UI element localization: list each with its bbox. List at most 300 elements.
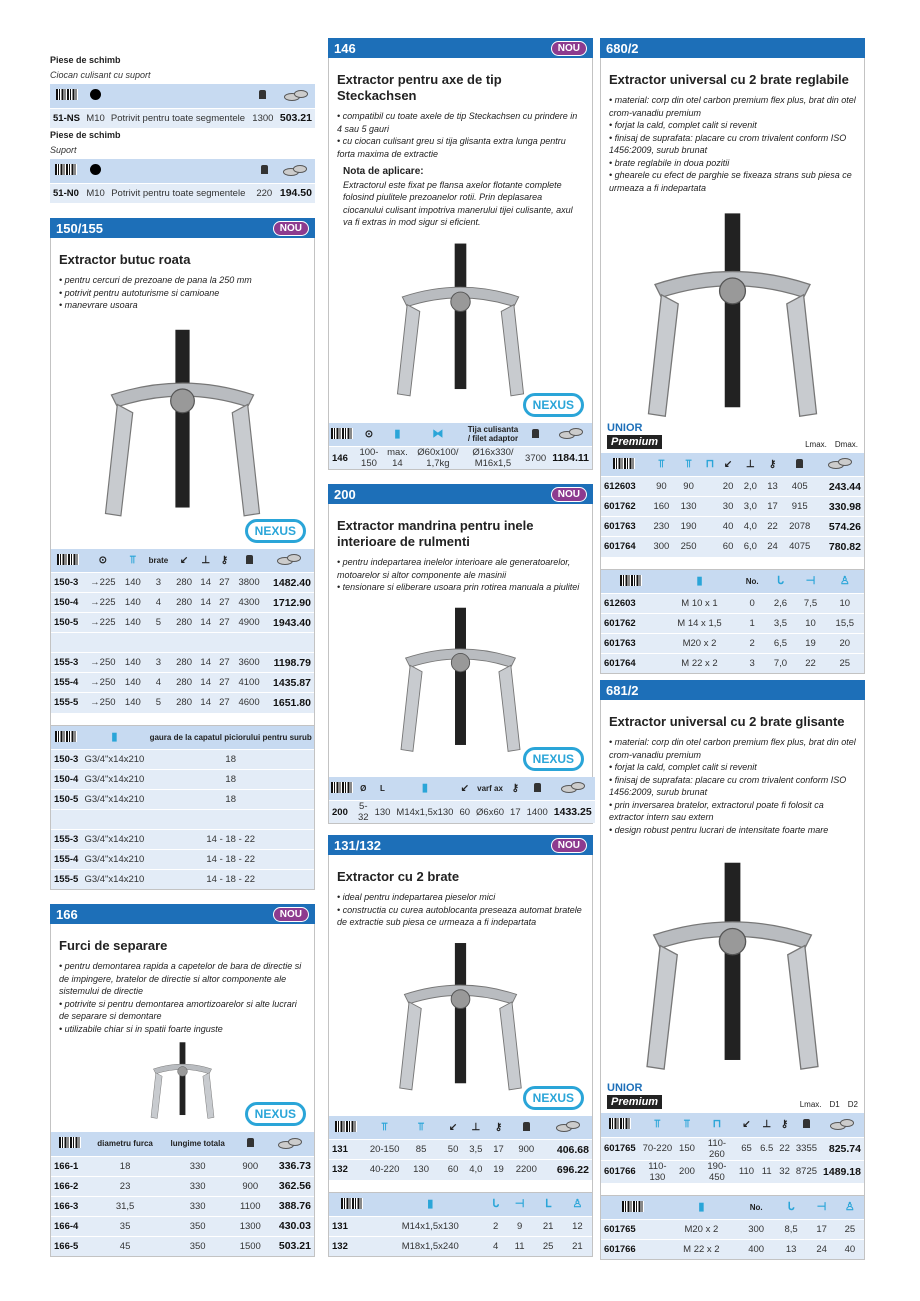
- weight-icon: [246, 555, 253, 564]
- cell-value: 14 - 18 - 22: [147, 869, 314, 889]
- table-row: [329, 801, 595, 824]
- cell-value: 3600: [234, 653, 265, 673]
- cell-value: 3: [145, 653, 172, 673]
- cell-value: 20-150: [362, 1140, 407, 1160]
- cell-value: M20 x 2: [665, 1219, 737, 1239]
- column-header: No.: [738, 1195, 775, 1219]
- cell-value: 110: [736, 1160, 757, 1183]
- cell-value: 60: [443, 1160, 464, 1180]
- table-row: [51, 593, 314, 613]
- cell-value: 330: [162, 1176, 234, 1196]
- cell-value: 5: [145, 693, 172, 713]
- spec-table: [329, 777, 595, 824]
- cell-value: 4: [486, 1236, 506, 1256]
- cell-value: 388.76: [267, 1196, 314, 1216]
- force-icon: ⊥: [201, 554, 211, 566]
- cell-value: →225: [85, 573, 120, 593]
- product-title: Extractor pentru axe de tip Steckachsen: [337, 72, 502, 103]
- article-code: 155-4: [51, 673, 85, 693]
- feature-bullet: • design robust pentru lucrari de intensitate foarte mare: [609, 824, 829, 835]
- column-header: [488, 1116, 509, 1140]
- product-title: Extractor universal cu 2 brate reglabile: [609, 72, 849, 87]
- table-header-row: [50, 84, 315, 108]
- cell-value: 27: [215, 573, 234, 593]
- feature-bullet: • material: corp din otel carbon premium flex plus, brat din otel crom-vanadiu premium: [609, 95, 856, 118]
- cell-value: 330.98: [817, 497, 864, 517]
- cell-value: 4900: [234, 613, 265, 633]
- column-header: varf ax: [473, 777, 507, 801]
- article-code: 612603: [601, 593, 660, 613]
- cell-value: 1433.25: [551, 801, 595, 824]
- cell-value: 350: [162, 1236, 234, 1256]
- cell-value: 3800: [234, 573, 265, 593]
- cell-value: 22: [776, 1137, 793, 1160]
- product-image: [51, 1035, 314, 1132]
- cell-value: 1943.40: [264, 613, 314, 633]
- cell-value: 4300: [234, 593, 265, 613]
- cell-value: 300: [738, 1219, 775, 1239]
- feature-bullet: • utilizabile chiar si in spatii foarte inguste: [59, 1023, 223, 1034]
- cell-value: 140: [121, 693, 146, 713]
- new-badge: NOU: [273, 221, 309, 236]
- cell-value: 243.44: [817, 477, 864, 497]
- feature-bullet: • manevrare usoara: [59, 300, 138, 310]
- cell-value: 14 - 18 - 22: [147, 849, 314, 869]
- cell-value: 8725: [793, 1160, 820, 1183]
- article-code: 51-N0: [50, 183, 83, 203]
- cell-value: M14x1,5x130: [393, 801, 456, 824]
- brand-line: Premium: [607, 435, 662, 449]
- cell-value: 65: [736, 1137, 757, 1160]
- column-header: [81, 725, 147, 749]
- table-header-row: [51, 1132, 314, 1156]
- spec-table: [329, 1192, 592, 1257]
- cell-value: 4100: [234, 673, 265, 693]
- cell-value: 90: [648, 477, 675, 497]
- cell-value: 3355: [793, 1137, 820, 1160]
- cell-value: 2078: [783, 517, 817, 537]
- cell-value: 35: [88, 1216, 161, 1236]
- cell-value: 13: [762, 477, 783, 497]
- article-code: 146: [329, 447, 355, 470]
- article-code: 601764: [601, 537, 648, 557]
- article-code: 155-4: [51, 849, 81, 869]
- price-coins-icon: [283, 165, 307, 175]
- column-header: [234, 549, 265, 573]
- feature-bullet: • pentru cercuri de prezoane de pana la 250 mm: [59, 275, 252, 285]
- cell-value: 17: [488, 1140, 509, 1160]
- column-header: [601, 569, 660, 593]
- wrench-icon: ⚷: [511, 782, 519, 794]
- column-header: [795, 569, 825, 593]
- cell-value: →250: [85, 653, 120, 673]
- wrench-icon: ⚷: [494, 1121, 503, 1133]
- column-header: [793, 1113, 820, 1137]
- column-header: [83, 159, 108, 183]
- column-header: [718, 453, 739, 477]
- cell-value: 140: [121, 573, 146, 593]
- section-body: [600, 700, 865, 1260]
- section-header: [328, 484, 593, 504]
- product-image: [601, 836, 864, 1113]
- column-header: [524, 777, 551, 801]
- column-header: [85, 549, 120, 573]
- table-row: [601, 497, 864, 517]
- barcode-icon: [59, 1137, 81, 1148]
- column-header: [249, 84, 276, 108]
- article-code: 200: [329, 801, 355, 824]
- column-header: [383, 423, 412, 447]
- table-row: [601, 633, 864, 653]
- article-code: 155-3: [51, 829, 81, 849]
- cell-value: 27: [215, 653, 234, 673]
- cell-value: max. 14: [383, 447, 412, 470]
- cell-value: 14: [196, 653, 215, 673]
- table-row: [329, 1236, 592, 1256]
- weight-icon: [261, 165, 268, 174]
- weight-icon: [523, 1122, 530, 1131]
- cell-value: Potrivit pentru toate segmentele: [108, 108, 249, 128]
- section-body: [600, 58, 865, 674]
- column-header: [51, 549, 85, 573]
- cell-value: 27: [215, 593, 234, 613]
- cell-value: 2,0: [738, 477, 762, 497]
- cell-value: 20: [718, 477, 739, 497]
- cell-value: 3700: [522, 447, 549, 470]
- column-header: [534, 1192, 563, 1216]
- cell-value: 190-450: [698, 1160, 736, 1183]
- cell-value: 1489.18: [820, 1160, 864, 1183]
- column-header: [676, 1113, 698, 1137]
- column-header: No.: [739, 569, 765, 593]
- column-header: [738, 453, 762, 477]
- wrench-icon: ⚷: [220, 554, 229, 566]
- cell-value: M 22 x 2: [665, 1239, 737, 1259]
- cell-value: [702, 497, 718, 517]
- brand-name: UNIOR: [607, 1082, 643, 1094]
- cell-value: 25: [534, 1236, 563, 1256]
- feature-bullet: • finisaj de suprafata: placare cu crom trivalent conform ISO 1456:2009, surub brunat: [609, 132, 847, 155]
- price-coins-icon: [284, 90, 308, 100]
- wrench-icon: ⚷: [768, 458, 777, 470]
- cell-value: G3/4"x14x210: [81, 869, 147, 889]
- new-badge: NOU: [551, 487, 587, 502]
- weight-icon: [534, 783, 541, 792]
- new-badge: NOU: [551, 838, 587, 853]
- column-header: [702, 453, 718, 477]
- cell-value: 27: [215, 613, 234, 633]
- cell-value: Ø60x100/ 1,7kg: [412, 447, 464, 470]
- cell-value: 20: [826, 633, 864, 653]
- column-header: [807, 1195, 835, 1219]
- cell-value: M10: [83, 108, 108, 128]
- jaw-b-icon: ⊣: [805, 574, 816, 587]
- column-header: [264, 549, 314, 573]
- table-row: [51, 673, 314, 693]
- cell-value: 430.03: [267, 1216, 314, 1236]
- cell-value: 900: [234, 1156, 267, 1176]
- cell-value: 200: [676, 1160, 698, 1183]
- table-header-row: [51, 549, 314, 573]
- cell-value: 140: [121, 673, 146, 693]
- column-header: [267, 1132, 314, 1156]
- cell-value: 4: [145, 673, 172, 693]
- table-header-row: [329, 1192, 592, 1216]
- article-code: 131: [329, 1216, 375, 1236]
- force-icon: ⊥: [745, 458, 755, 470]
- cell-value: 31,5: [88, 1196, 161, 1216]
- cell-value: G3/4"x14x210: [81, 749, 147, 769]
- cell-value: 130: [407, 1160, 435, 1180]
- cell-value: 900: [234, 1176, 267, 1196]
- cell-value: 27: [215, 693, 234, 713]
- cell-value: →250: [85, 673, 120, 693]
- feature-bullet: • compatibil cu toate axele de tip Steckachsen cu prindere in 4 sau 5 gauri: [337, 111, 578, 134]
- cell-value: 40: [836, 1239, 864, 1259]
- cell-value: 696.22: [544, 1160, 592, 1180]
- cell-value: 150: [676, 1137, 698, 1160]
- section-header: [600, 680, 865, 700]
- column-header: [506, 1192, 534, 1216]
- table-row: [601, 613, 864, 633]
- cell-value: 85: [407, 1140, 435, 1160]
- spindle-icon: ▮: [698, 1200, 705, 1213]
- section-code: 166: [56, 906, 78, 922]
- section-code: 200: [334, 486, 356, 502]
- column-header: [826, 569, 864, 593]
- spec-table: [601, 1113, 864, 1183]
- cell-value: 1100: [234, 1196, 267, 1216]
- spec-table: [50, 84, 315, 128]
- spindle-icon: ▮: [394, 427, 401, 440]
- spindle-icon: ▮: [427, 1197, 434, 1210]
- table-header-row: [329, 423, 592, 447]
- weight-icon: [532, 429, 539, 438]
- force-icon: ⊥: [471, 1121, 481, 1133]
- column-header: [736, 1113, 757, 1137]
- cell-value: 1651.80: [264, 693, 314, 713]
- column-header: [277, 84, 315, 108]
- article-code: 155-5: [51, 693, 85, 713]
- column-header: [172, 549, 197, 573]
- cell-value: 14: [196, 613, 215, 633]
- feature-bullet: • material: corp din otel carbon premium flex plus, brat din otel crom-vanadiu premium: [609, 737, 856, 760]
- article-code: 166-2: [51, 1176, 88, 1196]
- column-header: [549, 423, 592, 447]
- dimension-diagram: [792, 1100, 858, 1109]
- reach-icon: ⫪: [685, 457, 692, 470]
- table-row: [601, 537, 864, 557]
- barcode-icon: [613, 458, 635, 469]
- product-section-131-132: [328, 835, 593, 1257]
- cell-value: 17: [762, 497, 783, 517]
- cell-value: 280: [172, 593, 197, 613]
- weight-icon: [247, 1138, 254, 1147]
- column-header: Tija culisanta / filet adaptor: [464, 423, 522, 447]
- nexus-logo: NEXUS: [523, 747, 584, 771]
- spare-parts-block: [50, 130, 315, 203]
- cell-value: 22: [795, 653, 825, 673]
- table-header-row: [601, 1113, 864, 1137]
- barcode-icon: [331, 428, 353, 439]
- product-image: [329, 594, 592, 777]
- feature-bullet: • tensionare si eliberare usoara prin rotirea manuala a piulitei: [337, 582, 580, 592]
- column-header: [765, 569, 795, 593]
- cell-value: 405: [783, 477, 817, 497]
- table-header-row: [51, 725, 314, 749]
- column-header: [276, 159, 315, 183]
- cell-value: 17: [507, 801, 524, 824]
- section-code: 146: [334, 40, 356, 56]
- cell-value: 130: [675, 497, 702, 517]
- cell-value: 2: [486, 1216, 506, 1236]
- column-header: [215, 549, 234, 573]
- cell-value: 10: [826, 593, 864, 613]
- column-header: [456, 777, 473, 801]
- cell-value: 1482.40: [264, 573, 314, 593]
- column-header: [601, 1195, 665, 1219]
- spare-parts-block: [50, 55, 315, 128]
- barcode-icon: [622, 1201, 644, 1212]
- cell-value: 5: [145, 613, 172, 633]
- new-badge: NOU: [273, 907, 309, 922]
- table-row: [51, 1176, 314, 1196]
- column-header: [329, 1192, 375, 1216]
- cell-value: 18: [147, 749, 314, 769]
- price-coins-icon: [277, 554, 301, 564]
- section-code: 150/155: [56, 220, 103, 236]
- cell-value: 4: [145, 593, 172, 613]
- cell-value: 1435.87: [264, 673, 314, 693]
- section-code: 681/2: [606, 682, 639, 698]
- table-header-row: [329, 1116, 592, 1140]
- column-header: brate: [145, 549, 172, 573]
- column-header: [675, 453, 702, 477]
- feature-bullet: • pentru indepartarea inelelor interioare ale generatoarelor, motoarelor si altor componente ale masinii: [337, 557, 571, 580]
- dot-icon: [90, 164, 101, 175]
- spacer-cell: [51, 633, 314, 653]
- column-header: lungime totala: [162, 1132, 234, 1156]
- product-title: Extractor mandrina pentru inele interioare de rulmenti: [337, 518, 534, 549]
- table-row: [601, 1137, 864, 1160]
- barcode-icon: [620, 575, 642, 586]
- nexus-logo: NEXUS: [523, 393, 584, 417]
- spread-icon: ↙: [723, 458, 733, 470]
- cell-value: 406.68: [544, 1140, 592, 1160]
- column-header: [108, 159, 253, 183]
- cell-value: 140: [121, 613, 146, 633]
- feature-bullet: • finisaj de suprafata: placare cu crom trivalent conform ISO 1456:2009, surub brunat: [609, 774, 847, 797]
- column-header: [665, 1195, 737, 1219]
- cell-value: 15,5: [826, 613, 864, 633]
- column-header: [775, 1195, 808, 1219]
- article-code: 612603: [601, 477, 648, 497]
- dimension-label: Lmax.: [805, 439, 827, 449]
- column-header: [486, 1192, 506, 1216]
- product-section-166: [50, 904, 315, 1257]
- cell-value: 14: [196, 673, 215, 693]
- column-header: [601, 1113, 639, 1137]
- price-coins-icon: [559, 428, 583, 438]
- article-code: 601763: [601, 517, 648, 537]
- column-header: [412, 423, 464, 447]
- article-code: 150-5: [51, 613, 85, 633]
- column-header: [639, 1113, 676, 1137]
- spare-parts-subtitle: Ciocan culisant cu suport: [50, 70, 151, 80]
- column-header: [464, 1116, 488, 1140]
- cell-value: 1: [739, 613, 765, 633]
- table-row: [51, 829, 314, 849]
- product-section-680-2: [600, 38, 865, 674]
- cell-value: G3/4"x14x210: [81, 769, 147, 789]
- cell-value: 60: [456, 801, 473, 824]
- section-header: [328, 835, 593, 855]
- price-coins-icon: [561, 782, 585, 792]
- article-code: 150-4: [51, 593, 85, 613]
- product-title: Furci de separare: [59, 938, 168, 953]
- product-section-150-155: [50, 218, 315, 890]
- table-row: [51, 613, 314, 633]
- cell-value: 780.82: [817, 537, 864, 557]
- cell-value: 3: [145, 573, 172, 593]
- article-code: 166-4: [51, 1216, 88, 1236]
- section-header: [50, 904, 315, 924]
- jaw-a-icon: ᒐ: [492, 1197, 500, 1210]
- cell-value: 70-220: [639, 1137, 676, 1160]
- cell-value: 900: [509, 1140, 543, 1160]
- section-header: [328, 38, 593, 58]
- table-row: [51, 749, 314, 769]
- product-image: [329, 929, 592, 1116]
- section-body: [328, 58, 593, 470]
- column-header: [544, 1116, 592, 1140]
- table-row: [329, 1140, 592, 1160]
- table-header-row: [329, 777, 595, 801]
- section-body: [328, 504, 593, 824]
- cell-value: 194.50: [276, 183, 315, 203]
- cell-value: [435, 1140, 443, 1160]
- cell-value: 4,0: [738, 517, 762, 537]
- table-row: [601, 1160, 864, 1183]
- cell-value: G3/4"x14x210: [81, 789, 147, 809]
- jaw-a-icon: ᒐ: [787, 1200, 795, 1213]
- jaw-a-icon: ᒐ: [776, 574, 784, 587]
- wrench-icon: ⚷: [780, 1119, 789, 1131]
- table-row: [51, 1216, 314, 1236]
- hammer-icon: ⧓: [432, 427, 444, 440]
- cell-value: 4075: [783, 537, 817, 557]
- cell-value: [702, 537, 718, 557]
- price-coins-icon: [828, 458, 852, 468]
- table-row: [51, 849, 314, 869]
- cell-value: 330: [162, 1196, 234, 1216]
- section-code: 131/132: [334, 837, 381, 853]
- cell-value: 280: [172, 693, 197, 713]
- dimension-label: Lmax.: [799, 1100, 822, 1109]
- price-coins-icon: [830, 1119, 854, 1129]
- feature-bullet: • ideal pentru indepartarea pieselor mici: [337, 892, 496, 902]
- cell-value: 21: [563, 1236, 592, 1256]
- article-code: 132: [329, 1160, 362, 1180]
- cell-value: 400: [738, 1239, 775, 1259]
- column-header: [83, 84, 108, 108]
- cell-value: 11: [757, 1160, 776, 1183]
- feature-bullet: • cu ciocan culisant greu si tija glisanta extra lunga pentru forta maxima de extractie: [337, 136, 566, 159]
- cell-value: [435, 1160, 443, 1180]
- barcode-icon: [341, 1198, 363, 1209]
- cell-value: 21: [534, 1216, 563, 1236]
- cell-value: 24: [762, 537, 783, 557]
